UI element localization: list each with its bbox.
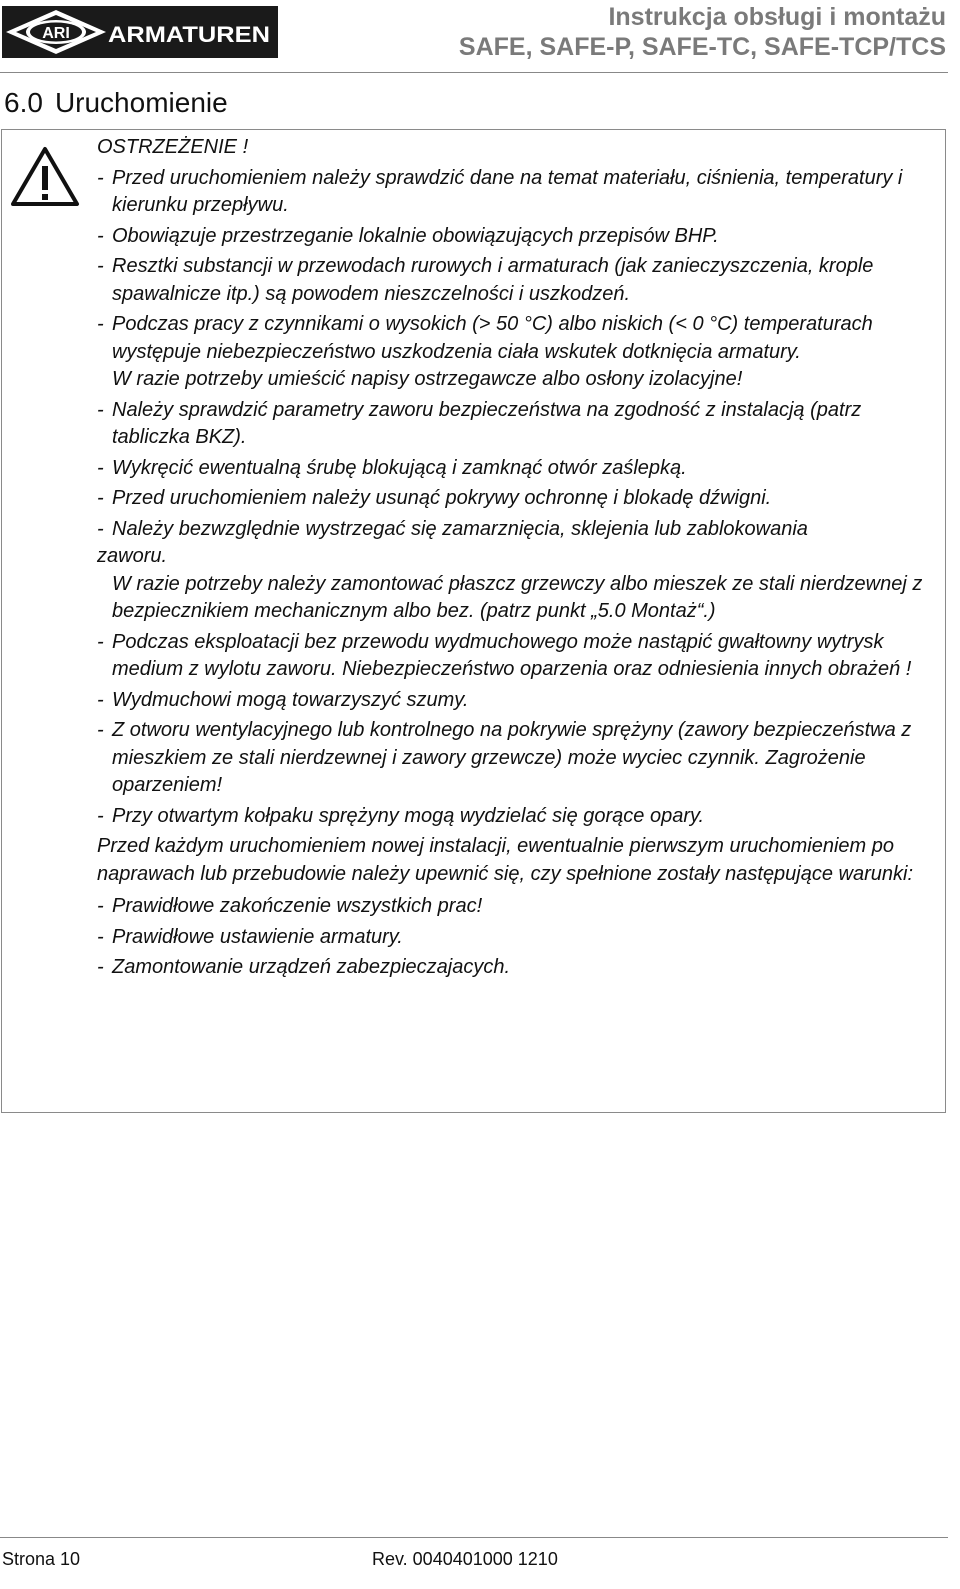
warning-item: - Resztki substancji w przewodach rurowych i armaturach (jak zanieczyszczenia, krople spawalnicze itp.) są powodem nieszczelności i uszkodzeń. xyxy=(97,255,874,305)
warning-item: - Przed uruchomieniem należy usunąć pokrywy ochronnę i blokadę dźwigni. xyxy=(97,487,772,509)
conditions-intro: Przed każdym uruchomieniem nowej instalacji, ewentualnie pierwszym uruchomieniem po naprawach lub przebudowie należy upewnić się, czy spełnione zostały następujące warunki: xyxy=(97,835,914,885)
warning-item: - Podczas pracy z czynnikami o wysokich (> 50 °C) albo niskich (< 0 °C) temperaturach występuje niebezpieczeństwo uszkodzenia ciała wskutek dotknięcia armatury. W razie potrzeby umieścić napisy ostrzegawcze albo osłony izolacyjne! xyxy=(97,313,873,390)
header-divider xyxy=(0,72,948,73)
footer-divider xyxy=(0,1537,948,1538)
section-heading xyxy=(4,86,228,120)
warning-box xyxy=(1,129,946,1113)
document-title xyxy=(459,2,946,62)
condition-item: - Prawidłowe ustawienie armatury. xyxy=(97,925,403,948)
document-title-line2: SAFE, SAFE-P, SAFE-TC, SAFE-TCP/TCS xyxy=(458,33,946,61)
warning-item-continuation: zaworu. xyxy=(97,545,168,567)
document-title-line1: Instrukcja obsługi i montażu xyxy=(608,3,946,31)
svg-text:ARI: ARI xyxy=(42,25,70,42)
condition-item: - Zamontowanie urządzeń zabezpieczajacych. xyxy=(97,956,510,978)
page-number: Strona 10 xyxy=(2,1549,81,1569)
warning-label: OSTRZEŻENIE ! xyxy=(97,136,249,158)
svg-text:ARMATUREN: ARMATUREN xyxy=(108,22,270,47)
warning-item: - Podczas eksploatacji bez przewodu wydmuchowego może nastąpić gwałtowny wytrysk medium z wylotu zaworu. Niebezpieczeństwo oparzenia oraz odniesienia innych obrażeń ! xyxy=(97,630,912,680)
section-number: 6.0 xyxy=(4,87,43,118)
warning-item: - Wykręcić ewentualną śrubę blokującą i zamknąć otwór zaślepką. xyxy=(97,456,687,479)
warning-item: - Należy sprawdzić parametry zaworu bezpieczeństwa na zgodność z instalacją (patrz tabliczka BKZ). xyxy=(97,398,862,448)
section-title: Uruchomienie xyxy=(54,87,228,118)
warning-content xyxy=(97,134,937,985)
condition-item: - Prawidłowe zakończenie wszystkich prac! xyxy=(97,895,483,917)
warning-item: - Przy otwartym kołpaku sprężyny mogą wydzielać się gorące opary. xyxy=(97,804,705,827)
warning-item: - Przed uruchomieniem należy sprawdzić dane na temat materiału, ciśnienia, temperatury i kierunku przepływu. xyxy=(97,166,903,216)
warning-item: - Wydmuchowi mogą towarzyszyć szumy. xyxy=(97,688,469,711)
ari-armaturen-logo xyxy=(2,6,278,58)
warning-item: - Obowiązuje przestrzeganie lokalnie obowiązujących przepisów BHP. xyxy=(97,224,719,247)
warning-triangle-icon xyxy=(10,146,80,213)
warning-item: - Z otworu wentylacyjnego lub kontrolnego na pokrywie sprężyny (zawory bezpieczeństwa z mieszkiem ze stali nierdzewnej i zawory grzewcze) może wyciec czynnik. Zagrożenie oparzeniem! xyxy=(97,719,912,796)
revision-number: Rev. 0040401000 1210 xyxy=(372,1549,558,1569)
warning-item: - Należy bezwzględnie wystrzegać się zamarznięcia, sklejenia lub zablokowania xyxy=(97,517,808,540)
warning-item-note: W razie potrzeby należy zamontować płaszcz grzewczy albo mieszek ze stali nierdzewnej z bezpiecznikiem mechanicznym albo bez. (patrz punkt „5.0 Montaż“.) xyxy=(112,572,923,622)
